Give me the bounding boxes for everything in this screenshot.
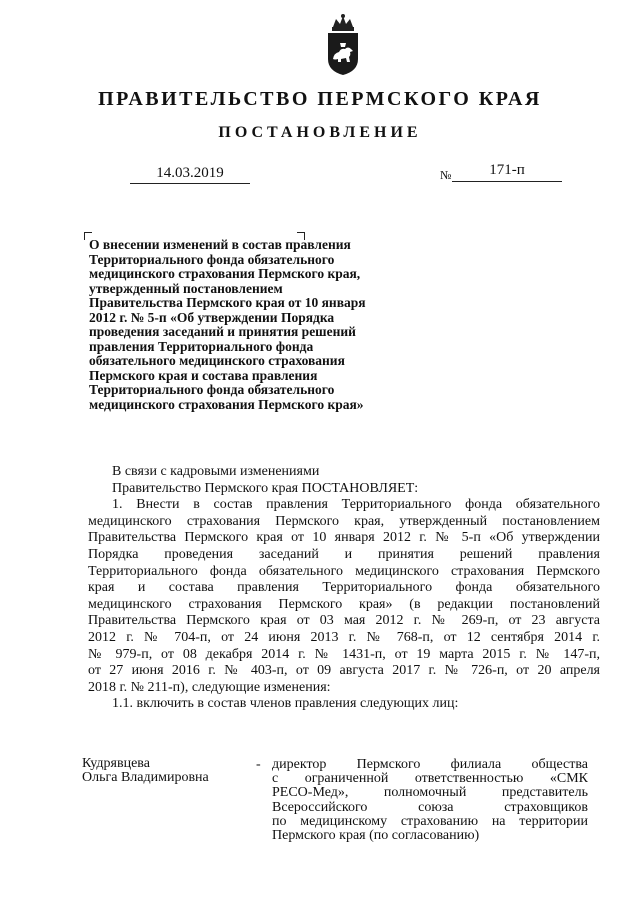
item-1-line: от 27 июня 2016 г. № 403-п, от 09 августа 2017 г. № 726-п, от 20 апреля	[88, 663, 600, 679]
member-dash: -	[256, 757, 261, 772]
number-label: №	[440, 168, 452, 182]
document-body	[88, 464, 600, 713]
item-1-line: медицинского страхования Пермского края» (в редакции постановлений	[88, 596, 600, 612]
subject-line: проведения заседаний и принятия решений	[89, 324, 356, 339]
subject-line: обязательного медицинского страхования	[89, 353, 345, 368]
document-subject	[89, 238, 409, 412]
item-1-line: № 979-п, от 08 декабря 2014 г. № 1431-п, от 19 марта 2015 г. № 147-п,	[88, 646, 600, 662]
member-description-line: директор Пермского филиала общества	[272, 757, 588, 772]
document-number: 171-п	[452, 162, 562, 182]
member-description-line: Пермского края (по согласованию)	[272, 828, 480, 844]
subject-line: Территориального фонда обязательного	[89, 251, 335, 267]
member-given-name: Ольга Владимировна	[82, 770, 209, 785]
document-date: 14.03.2019	[130, 165, 250, 184]
document-type: ПОСТАНОВЛЕНИЕ	[218, 124, 422, 141]
member-description-line: Всероссийского союза страховщиков	[272, 799, 588, 815]
subject-line: О внесении изменений в состав правления	[89, 237, 351, 252]
decree-paragraph: Правительство Пермского края ПОСТАНОВЛЯЕТ:	[112, 480, 419, 496]
item-1-line: 2012 г. № 704-п, от 24 июня 2013 г. № 768-п, от 12 сентября 2014 г.	[88, 629, 600, 645]
item-1-line: Правительства Пермского края от 10 января 2012 г. № 5-п «Об утверждении	[88, 530, 600, 546]
item-1-line: 2018 г. № 211-п), следующие изменения:	[88, 679, 331, 695]
item-1-line: Территориального фонда обязательного медицинского страхования Пермского	[88, 563, 600, 579]
member-description	[272, 758, 588, 843]
member-description-line: РЕСО-Мед», полномочный представитель	[272, 785, 588, 801]
government-title: ПРАВИТЕЛЬСТВО ПЕРМСКОГО КРАЯ	[98, 88, 542, 110]
subject-line: утвержденный постановлением	[89, 280, 283, 296]
subject-line: правления Территориального фонда	[89, 338, 314, 354]
item-1-paragraph	[88, 497, 600, 696]
item-1-line: 1. Внести в состав правления Территориального фонда обязательного	[112, 497, 600, 513]
intro-paragraph: В связи с кадровыми изменениями	[112, 464, 320, 479]
subject-line: Территориального фонда обязательного	[89, 382, 335, 397]
item-1-line: края и состава правления Территориального фонда обязательного	[88, 580, 600, 596]
subject-line: Пермского края и состава правления	[89, 367, 318, 383]
item-1-line: Порядка проведения заседаний и принятия решений правления	[88, 546, 600, 562]
item-1-line: медицинского страхования Пермского края, утвержденный постановлением	[88, 513, 600, 529]
subject-line: медицинского страхования Пермского края,	[89, 266, 361, 281]
item-1-line: Правительства Пермского края от 03 мая 2012 г. № 269-п, от 23 августа	[88, 613, 600, 629]
member-description-line: с ограниченной ответственностью «СМК	[272, 771, 588, 787]
subject-line: 2012 г. № 5-п «Об утверждении Порядка	[89, 309, 335, 325]
member-surname: Кудрявцева	[82, 756, 150, 771]
subject-line: Правительства Пермского края от 10 января	[89, 295, 366, 310]
item-1-1-paragraph: 1.1. включить в состав членов правления следующих лиц:	[112, 696, 459, 712]
perm-krai-coat-of-arms-icon	[324, 13, 362, 77]
member-name	[82, 757, 209, 785]
subject-line: медицинского страхования Пермского края»	[89, 396, 364, 412]
member-description-line: по медицинскому страхованию на территории	[272, 813, 588, 829]
